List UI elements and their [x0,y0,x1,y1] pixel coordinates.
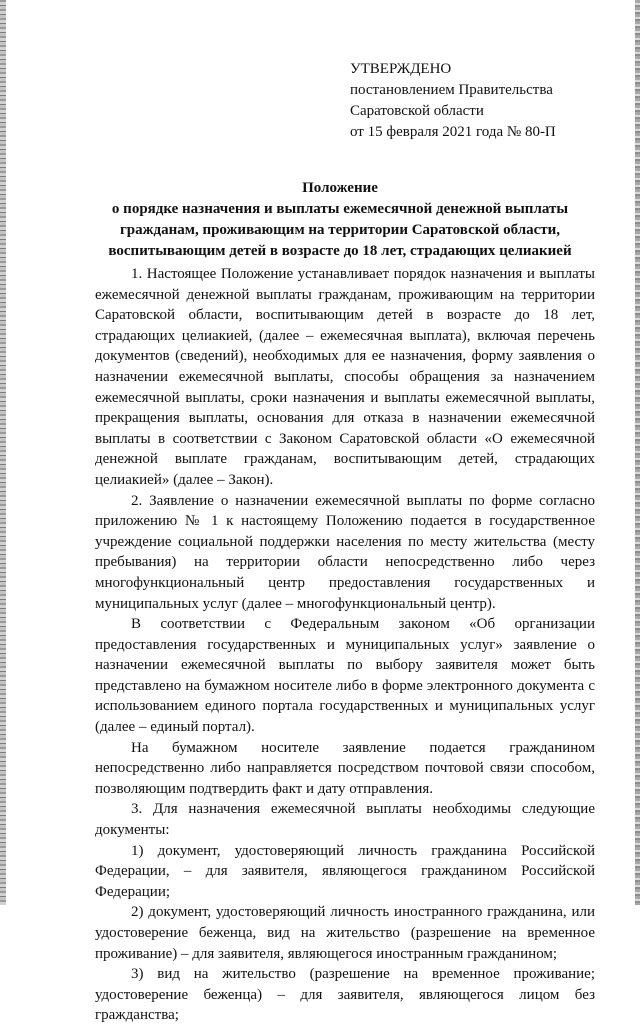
approval-region: Саратовской области [350,103,484,119]
paragraph-3: В соответствии с Федеральным законом «Об организации предоставления государственных и муниципальных услуг» заявление о назначении ежемесячной выплаты по выбору заявителя может быть представлено на бумажном носителе либо в форме электронного документа с использованием единого портала государственных и муниципальных услуг (далее – единый портал). [95,616,595,736]
title-line-2: о порядке назначения и выплаты ежемесячной денежной выплаты [111,201,569,217]
approval-decree: постановлением Правительства [350,82,553,98]
paragraph-7: 2) документ, удостоверяющий личность иностранного гражданина, или удостоверение беженца, вид на жительство (разрешение на временное проживание) – для заявителя, являющегося иностранным гражданином; [95,904,595,962]
paragraph-4: На бумажном носителе заявление подается гражданином непосредственно либо направляется посредством почтовой связи способом, позволяющим подтвердить факт и дату отправления. [95,739,595,797]
scan-edge-right [635,0,640,905]
title-line-1: Положение [302,180,378,196]
title-line-4: воспитывающим детей в возрасте до 18 лет, страдающих целиакией [108,243,572,259]
paragraph-2: 2. Заявление о назначении ежемесячной выплаты по форме согласно приложению № 1 к настоящему Положению подается в государственное учреждение социальной поддержки населения по месту жительства (месту пребывания) на территории области непосредственно либо через многофункциональный центр предоставления государственных и муниципальных услуг (далее – многофункциональный центр). [95,492,595,612]
approval-stamp-block [350,59,620,143]
paragraph-5: 3. Для назначения ежемесячной выплаты необходимы следующие документы: [95,801,595,839]
document-title [80,178,600,262]
title-line-3: гражданам, проживающим на территории Саратовской области, [119,222,561,238]
paragraph-1: 1. Настоящее Положение устанавливает порядок назначения и выплаты ежемесячной денежной выплаты гражданам, проживающим на территории Саратовской области, воспитывающим детей в возрасте до 18 лет, страдающих целиакией, (далее – ежемесячная выплата), включая перечень документов (сведений), необходимых для ее назначения, форму заявления о назначении ежемесячной выплаты, способы обращения за назначением ежемесячной выплаты, сроки назначения и выплаты ежемесячной выплаты, прекращения выплаты, основания для отказа в назначении ежемесячной выплаты в соответствии с Законом Саратовской области «О ежемесячной денежной выплате гражданам, воспитывающим детей, страдающих целиакией» (далее – Закон). [95,266,595,488]
approval-date-number: от 15 февраля 2021 года № 80-П [350,124,556,140]
approval-heading: УТВЕРЖДЕНО [350,61,452,77]
paragraph-8: 3) вид на жительство (разрешение на временное проживание; удостоверение беженца) – для заявителя, являющегося лицом без гражданства; [95,966,595,1024]
paragraph-6: 1) документ, удостоверяющий личность гражданина Российской Федерации, – для заявителя, являющегося гражданином Российской Федерации; [95,842,595,900]
scan-edge-left [0,0,6,905]
document-body [95,264,595,1026]
